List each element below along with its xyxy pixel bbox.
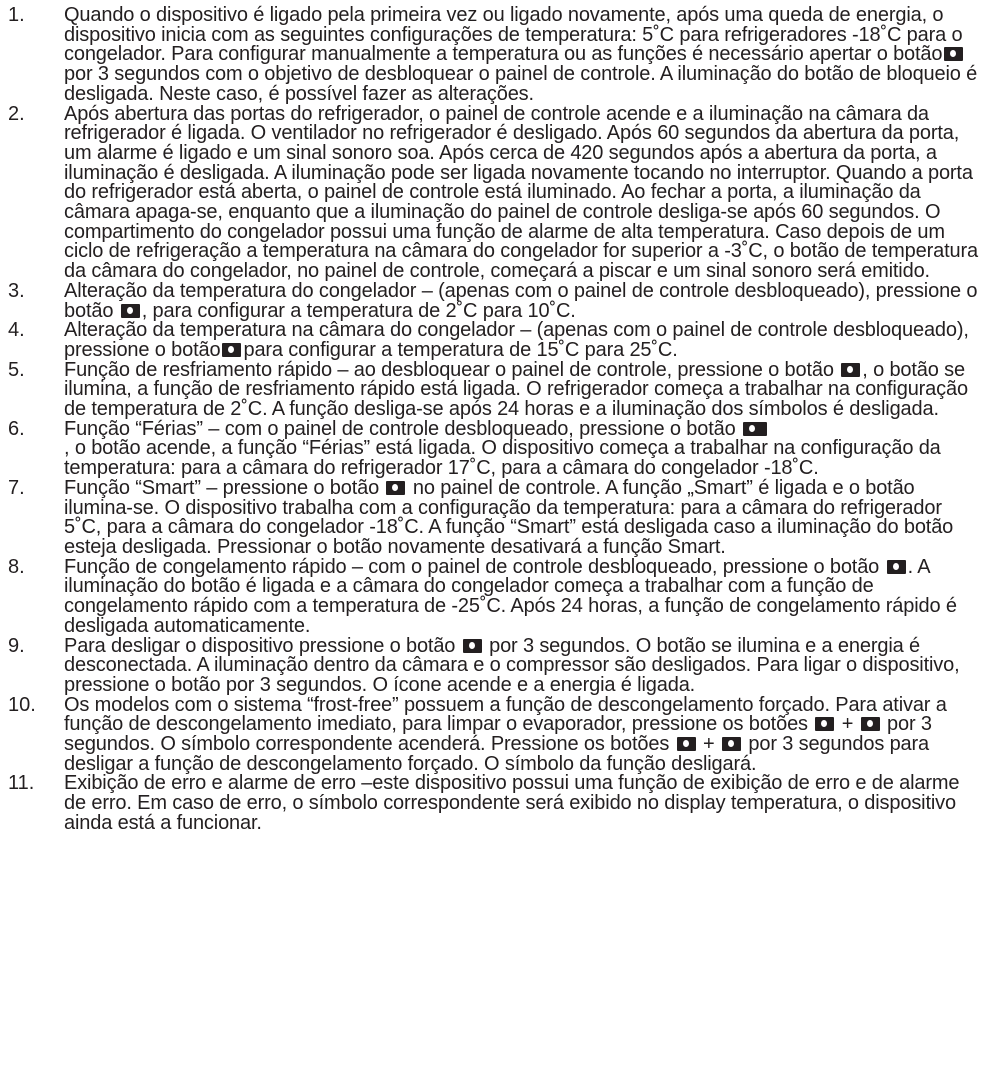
item-text-segment: por 3 segundos. O símbolo correspondente acenderá. Pressione os botões — [64, 713, 932, 756]
list-item — [0, 555, 993, 637]
instructions-list — [0, 6, 993, 834]
item-number: 9. — [8, 634, 25, 657]
item-number: 6. — [8, 417, 25, 440]
thermometer-button-icon — [222, 343, 241, 357]
list-item — [0, 6, 993, 105]
item-text — [64, 693, 984, 775]
instructions-page — [0, 6, 993, 834]
item-text — [64, 774, 984, 833]
item-number: 11. — [8, 772, 35, 795]
power-button-icon — [861, 717, 880, 731]
item-text-segment: Os modelos com o sistema “frost-free” possuem a função de descongelamento forçado. Para ativar a função de descongelamento imediato, para limpar o evaporador, pressione os botões — [64, 693, 947, 736]
item-number: 8. — [8, 555, 25, 578]
item-text — [64, 476, 984, 558]
item-number: 4. — [8, 319, 25, 342]
holiday-button-icon — [743, 422, 767, 436]
item-number: 1. — [8, 4, 25, 26]
item-text-segment: Alteração da temperatura do congelador – (apenas com o painel de controle desbloqueado), pressione o botão — [64, 279, 978, 322]
item-text-segment: Para desligar o dispositivo pressione o botão — [64, 634, 461, 657]
item-text-segment: . A iluminação do botão é ligada e a câmara do congelador começa a trabalhar com a função de congelamento rápido com a temperatura de -25˚C. Após 24 horas, a função de congelamento rápido é desligada automaticamente. — [64, 555, 957, 637]
item-text-segment: no painel de controle. A função „Smart” é ligada e o botão ilumina-se. O dispositivo trabalha com a configuração da temperatura: para a câmara do refrigerador 5˚C, para a câmara do congelador -18˚C. A função “Smart” está desligada caso a iluminação do botão esteja desligada. Pressionar o botão novamente desativará a função Smart. — [64, 476, 954, 558]
item-text-segment: Função de resfriamento rápido – ao desbloquear o painel de controle, pressione o botão — [64, 358, 840, 381]
item-text — [64, 358, 984, 421]
item-text-segment: , o botão se ilumina, a função de resfriamento rápido está ligada. O refrigerador começa a trabalhar na configuração de temperatura de 2˚C. A função desliga-se após 24 horas e a iluminação dos símbolos é desligada. — [64, 358, 968, 421]
item-text-segment: por 3 segundos para desligar a função de descongelamento forçado. O símbolo da função desligará. — [64, 733, 930, 775]
item-text-segment: , para configurar a temperatura de 2˚C para 10˚C. — [141, 299, 576, 322]
list-item — [0, 476, 993, 558]
item-text — [64, 555, 984, 637]
item-number: 7. — [8, 476, 25, 499]
item-text-segment: Após abertura das portas do refrigerador, o painel de controle acende e a iluminação na câmara da refrigerador é ligada. O ventilador no refrigerador é desligado. Após 60 segundos da abertura da porta, um alarme é ligado e um sinal sonoro soa. Após cerca de 420 segundos após a abertura da porta, a iluminação é desligada. A iluminação pode ser ligada novamente tocando no interruptor. Quando a porta do refrigerador está aberta, o painel de controle está iluminado. Ao fechar a porta, a iluminação da câmara apaga-se, enquanto que a iluminação do painel de controle desliga-se após 60 segundos. O compartimento do congelador possui uma função de alarme de alta temperatura. Caso depois de um ciclo de refrigeração a temperatura na câmara do congelador for superior a -3˚C, o botão de temperatura da câmara do congelador, no painel de controle, começará a piscar e um sinal sonoro será emitido. — [64, 102, 978, 283]
fast-cool-button-icon — [841, 363, 860, 377]
item-number: 5. — [8, 358, 25, 381]
item-number: 10. — [8, 693, 36, 716]
item-text-segment: Exibição de erro e alarme de erro –este dispositivo possui uma função de exibição de erro e de alarme de erro. Em caso de erro, o símbolo correspondente será exibido no display temperatura, o dispositivo ainda está a funcionar. — [64, 772, 960, 834]
list-item — [0, 693, 993, 775]
item-text-segment: por 3 segundos. O botão se ilumina e a energia é desconectada. A iluminação dentro da câmara e o compressor são desligados. Para ligar o dispositivo, pressione o botão por 3 segundos. O ícone acende e a energia é ligada. — [64, 634, 960, 696]
lock-button-icon — [944, 47, 963, 61]
item-text — [64, 6, 984, 105]
list-item — [0, 774, 993, 833]
smart-button-icon — [386, 481, 405, 495]
item-text-segment: para configurar a temperatura de 15˚C para 25˚C. — [243, 338, 678, 361]
item-text — [64, 634, 984, 696]
item-text — [64, 279, 984, 322]
thermometer-button-icon — [677, 737, 696, 751]
item-text-segment: Função de congelamento rápido – com o painel de controle desbloqueado, pressione o botão — [64, 555, 885, 578]
item-text-segment: , o botão acende, a função “Férias” está ligada. O dispositivo começa a trabalhar na configuração da temperatura: para a câmara do refrigerador 17˚C, para a câmara do congelador -18˚C. — [64, 437, 941, 480]
item-text-segment: Função “Smart” – pressione o botão — [64, 476, 385, 499]
item-text — [64, 102, 984, 283]
list-item — [0, 102, 993, 283]
list-item — [0, 279, 993, 322]
item-text-segment: por 3 segundos com o objetivo de desbloquear o painel de controle. A iluminação do botão de bloqueio é desligada. Neste caso, é possível fazer as alterações. — [64, 63, 978, 105]
item-text-segment: Quando o dispositivo é ligado pela primeira vez ou ligado novamente, após uma queda de energia, o dispositivo inicia com as seguintes configurações de temperatura: 5˚C para refrigeradores -18˚C para o congelador. Para configurar manualmente a temperatura ou as funções é necessário apertar o botão — [64, 4, 963, 66]
item-text-segment: + — [697, 733, 720, 756]
item-number: 3. — [8, 279, 25, 302]
item-text — [64, 417, 984, 480]
snowflake-button-icon — [887, 560, 906, 574]
list-item — [0, 321, 993, 360]
item-number: 2. — [8, 102, 25, 125]
item-text — [64, 321, 984, 360]
thermometer-button-icon — [121, 304, 140, 318]
thermometer-button-icon — [815, 717, 834, 731]
item-text-segment: Função “Férias” – com o painel de controle desbloqueado, pressione o botão — [64, 417, 741, 440]
list-item — [0, 417, 993, 480]
power-button-icon — [463, 639, 482, 653]
list-item — [0, 634, 993, 696]
power-button-icon — [722, 737, 741, 751]
list-item — [0, 358, 993, 421]
item-text-segment: Alteração da temperatura na câmara do congelador – (apenas com o painel de controle desbloqueado), pressione o botão — [64, 319, 969, 361]
item-text-segment: + — [836, 713, 859, 736]
